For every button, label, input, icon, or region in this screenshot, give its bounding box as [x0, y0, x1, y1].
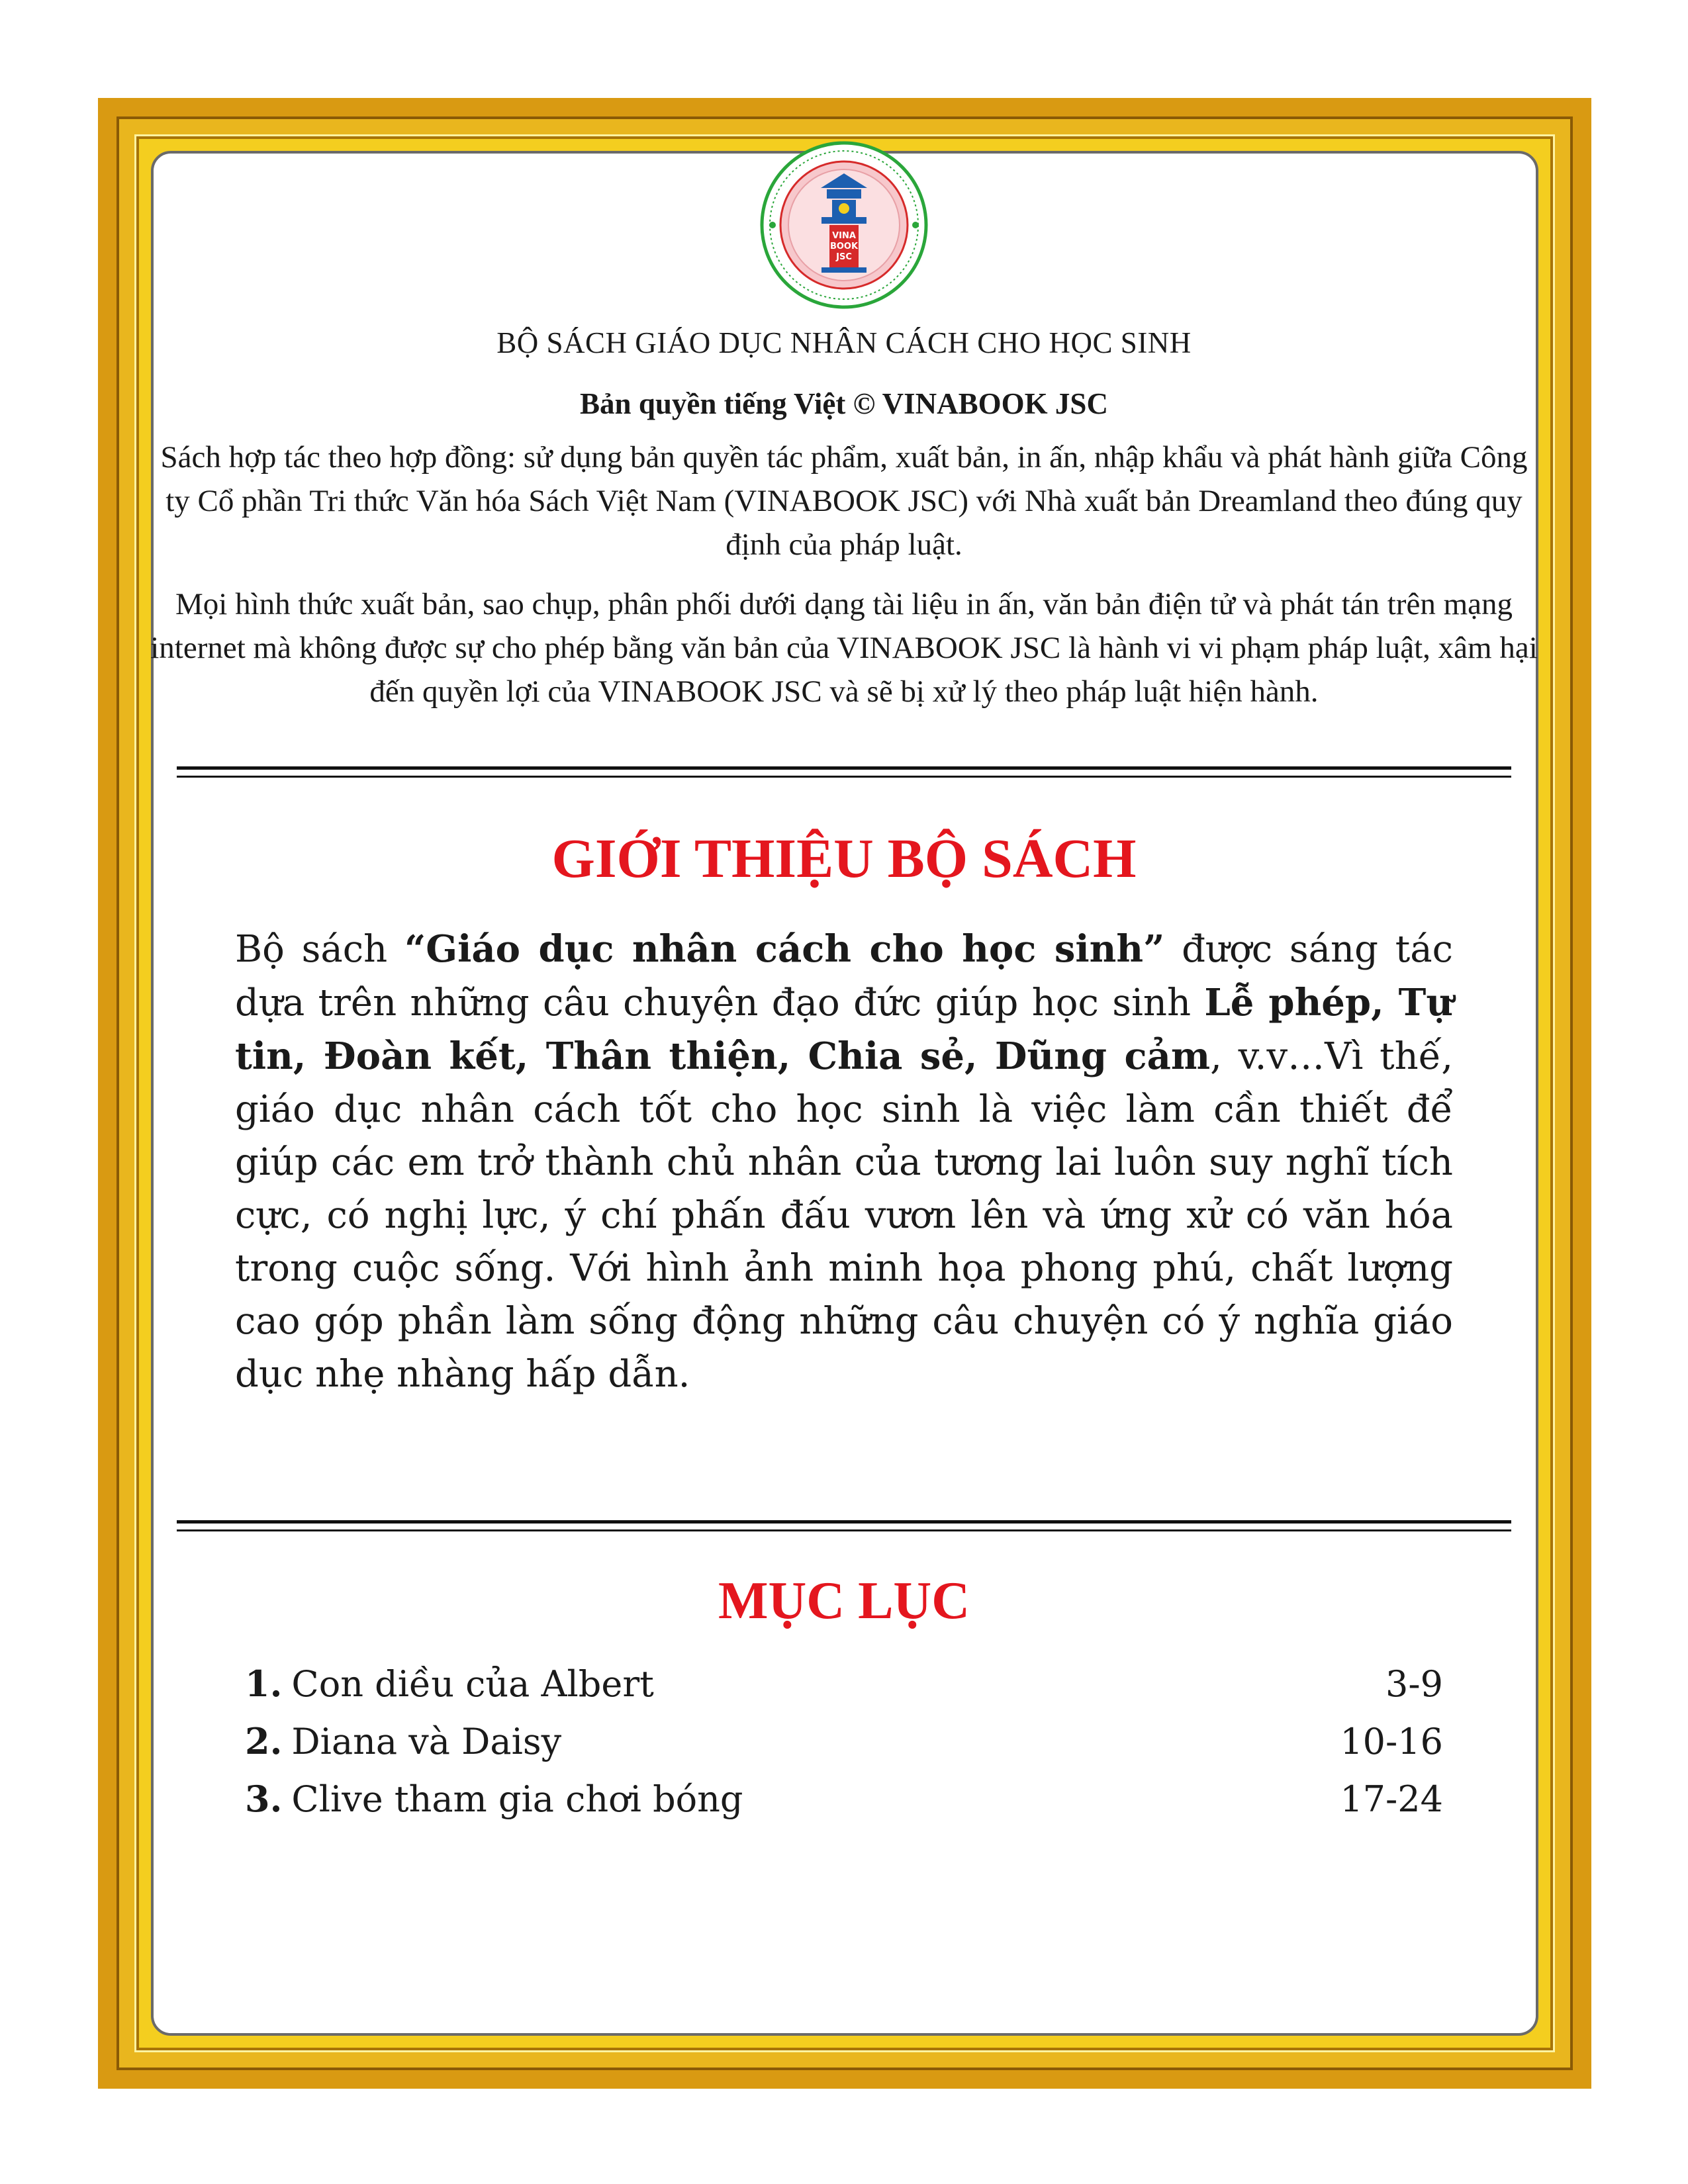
copyright-warning-paragraph: Mọi hình thức xuất bản, sao chụp, phân phối dưới dạng tài liệu in ấn, văn bản điện tử và phát tán trên mạng internet mà không được sự cho phép bằng văn bản của VINABOOK JSC là hành vi vi phạm pháp luật, xâm hại đến quyền lợi của VINABOOK JSC và sẽ bị xử lý theo pháp luật hiện hành. — [150, 587, 1538, 709]
intro-text: Bộ sách — [235, 928, 405, 971]
toc-item — [245, 1713, 1443, 1770]
toc-item-label — [245, 1655, 654, 1713]
intro-paragraph — [235, 923, 1453, 1401]
toc-item — [245, 1655, 1443, 1713]
intro-virtues: Lễ phép, Tự tin, Đoàn kết, Thân thiện, Chia sẻ, Dũng cảm — [235, 981, 1453, 1078]
toc-item-pages: 17-24 — [1340, 1778, 1443, 1820]
cooperation-paragraph: Sách hợp tác theo hợp đồng: sử dụng bản quyền tác phẩm, xuất bản, in ấn, nhập khẩu và phát hành giữa Công ty Cổ phần Tri thức Văn hóa Sách Việt Nam (VINABOOK JSC) với Nhà xuất bản Dreamland theo đúng quy định của pháp luật. — [160, 440, 1528, 562]
intro-heading: GIỚI THIỆU BỘ SÁCH — [551, 828, 1137, 889]
toc-item — [245, 1770, 1443, 1828]
toc-item-label — [245, 1770, 743, 1828]
logo-text-line-2: BOOK — [829, 242, 859, 251]
toc-item-pages: 10-16 — [1340, 1721, 1443, 1762]
double-divider — [177, 1520, 1511, 1531]
toc-item-number: 2. — [245, 1720, 283, 1762]
vinabook-logo — [758, 139, 930, 311]
toc-heading: MỤC LỤC — [718, 1572, 970, 1630]
toc-item-number: 1. — [245, 1662, 283, 1705]
toc-item-title: Clive tham gia chơi bóng — [291, 1778, 743, 1820]
logo-text-line-3: JSC — [836, 252, 852, 262]
logo-text-line-1: VINA — [832, 231, 856, 241]
toc-item-label — [245, 1713, 561, 1770]
intro-text: được sáng tác dựa trên những câu chuyện đạo đức giúp học sinh — [235, 928, 1453, 1024]
toc-item-title: Con diều của Albert — [291, 1663, 654, 1705]
intro-text: , v.v…Vì thế, giáo dục nhân cách tốt cho học sinh là việc làm cần thiết để giúp các em trở thành chủ nhân của tương lai luôn suy nghĩ tích cực, có nghị lực, ý chí phấn đấu vươn lên và ứng xử có văn hóa trong cuộc sống. Với hình ảnh minh họa phong phú, chất lượng cao góp phần làm sống động những câu chuyện có ý nghĩa giáo dục nhẹ nhàng hấp dẫn. — [235, 1035, 1453, 1396]
toc-item-pages: 3-9 — [1385, 1663, 1443, 1705]
intro-series-name: “Giáo dục nhân cách cho học sinh” — [404, 927, 1165, 971]
table-of-contents — [245, 1655, 1443, 1828]
double-divider — [177, 766, 1511, 778]
series-title: BỘ SÁCH GIÁO DỤC NHÂN CÁCH CHO HỌC SINH — [496, 326, 1192, 359]
toc-item-title: Diana và Daisy — [291, 1721, 562, 1762]
page-content — [147, 139, 1541, 1828]
toc-item-number: 3. — [245, 1778, 283, 1820]
copyright-line: Bản quyền tiếng Việt © VINABOOK JSC — [580, 387, 1108, 420]
